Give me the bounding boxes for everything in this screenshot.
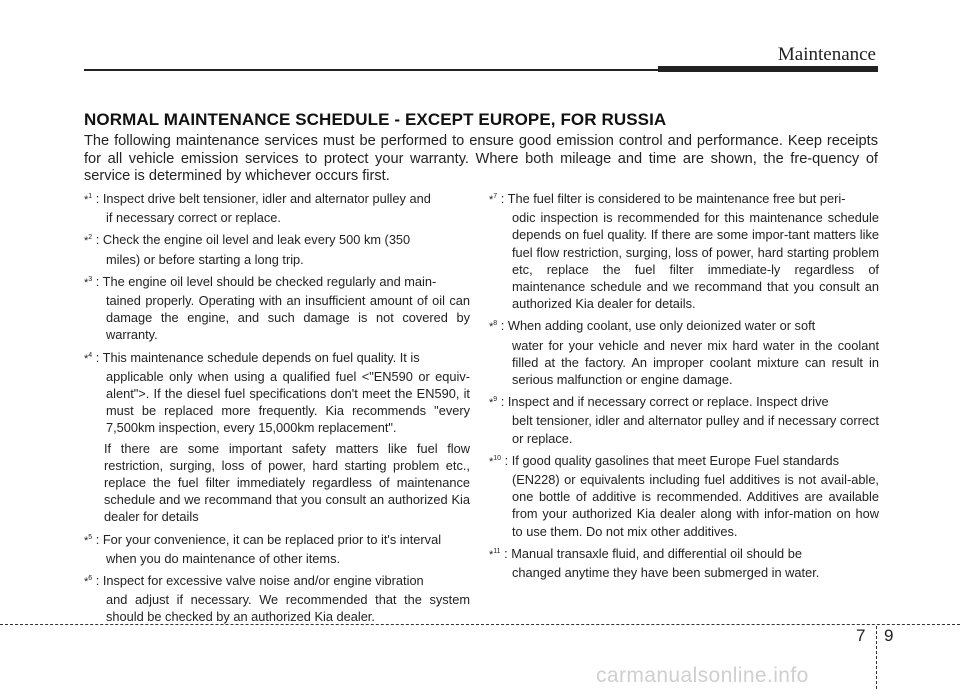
footnote-2 bbox=[84, 229, 470, 267]
footnote-text-rest: odic inspection is recommended for this maintenance schedule depends on fuel quality. If there are some impor-tant matters like fuel flow restriction, surging, loss of power, hard starting problem etc, replace the fuel filter immediate-ly regardless of maintenance schedule and we recommand that you consult an authorized Kia dealer for details. bbox=[512, 210, 879, 312]
footnote-marker: *$^8$ bbox=[489, 320, 498, 334]
footnote-3 bbox=[84, 271, 470, 344]
footnote-marker: *$^{11}$ bbox=[489, 547, 501, 561]
footnote-marker: *$^1$ bbox=[84, 193, 93, 206]
intro-paragraph: The following maintenance services must be performed to ensure good emission control and performance. Keep receipts for all vehicle emission services to protect your warranty. Where both mileage and time are shown, the fre-quency of service is determined by whichever occurs first. bbox=[84, 133, 878, 184]
footnote-marker: *$^7$ bbox=[489, 193, 498, 206]
footnote-marker: *$^9$ bbox=[489, 396, 498, 410]
section-title: Maintenance bbox=[777, 44, 876, 65]
footnote-text-rest: applicable only when using a qualified fuel <"EN590 or equiv-alent">. If the diesel fuel specifications don't meet the EN590, it must be replaced more frequently. Kia recommends "every 7,500km inspection, every 15,000km replacement". bbox=[106, 368, 470, 436]
header-rule bbox=[84, 69, 658, 71]
header-rule-thick bbox=[658, 66, 878, 72]
footnote-text-first: : When adding coolant, use only deionized water or soft bbox=[500, 318, 816, 334]
footnote-text-first: : The fuel filter is considered to be maintenance free but peri- bbox=[500, 191, 846, 206]
footnote-text-first: : Inspect drive belt tensioner, idler and alternator pulley and bbox=[95, 191, 431, 206]
footnote-text-first: : Inspect and if necessary correct or replace. Inspect drive bbox=[500, 394, 829, 410]
footnote-marker: *$^3$ bbox=[84, 275, 93, 289]
footnote-5 bbox=[84, 529, 470, 567]
page-number: 9 bbox=[884, 626, 894, 645]
footnote-text-rest: (EN228) or equivalents including fuel additives is not avail-able, one bottle of additive is recommended. Additives are available from your authorized Kia dealer along with infor-mation on how to use them. Do not mix other additives. bbox=[512, 472, 879, 539]
footnote-9 bbox=[489, 391, 879, 447]
footnote-text-rest: miles) or before starting a long trip. bbox=[106, 251, 304, 267]
chapter-number: 7 bbox=[856, 626, 866, 645]
footnote-8 bbox=[489, 315, 879, 388]
notes-left-column bbox=[84, 188, 470, 629]
footnote-text-rest: and adjust if necessary. We recommended that the system should be checked by an authorized Kia dealer. bbox=[106, 592, 470, 625]
footnote-10 bbox=[489, 450, 879, 540]
footnote-text-rest: when you do maintenance of other items. bbox=[106, 550, 341, 566]
footnote-marker: *$^5$ bbox=[84, 533, 93, 547]
footnote-text-rest: if necessary correct or replace. bbox=[106, 210, 281, 226]
watermark: carmanualsonline.info bbox=[596, 664, 809, 687]
footnote-text-first: : Check the engine oil level and leak every 500 km (350 bbox=[95, 232, 411, 248]
footnote-text-first: : This maintenance schedule depends on fuel quality. It is bbox=[95, 349, 420, 365]
footnote-6 bbox=[84, 570, 470, 626]
footnote-text-rest: water for your vehicle and never mix hard water in the coolant filled at the factory. An improper coolant mixture can result in serious malfunction or engine damage. bbox=[512, 337, 879, 388]
page-heading: NORMAL MAINTENANCE SCHEDULE - EXCEPT EUROPE, FOR RUSSIA bbox=[84, 110, 667, 129]
footnote-text-first: : If good quality gasolines that meet Europe Fuel standards bbox=[504, 452, 839, 468]
footnote-marker: *$^4$ bbox=[84, 351, 93, 365]
footnote-text-first: : The engine oil level should be checked regularly and main- bbox=[95, 273, 437, 289]
footnote-text-rest: tained properly. Operating with an insufficient amount of oil can damage the engine, and such damage is not covered by warranty. bbox=[106, 293, 470, 343]
footnote-text-rest: belt tensioner, idler and alternator pulley and if necessary correct or replace. bbox=[512, 413, 879, 446]
footnote-text-first: : Inspect for excessive valve noise and/or engine vibration bbox=[95, 573, 424, 589]
footnote-marker: *$^2$ bbox=[84, 234, 93, 248]
footnote-4 bbox=[84, 347, 470, 437]
footnote-text-first: : For your convenience, it can be replaced prior to it's interval bbox=[95, 531, 442, 547]
footnote-text-first: : Manual transaxle fluid, and differential oil should be bbox=[504, 545, 802, 561]
footnote-11 bbox=[489, 543, 879, 581]
footnote-text-rest: changed anytime they have been submerged in water. bbox=[512, 565, 820, 581]
footnote-1 bbox=[84, 188, 470, 226]
footnote-marker: *$^6$ bbox=[84, 575, 93, 589]
footnote-7 bbox=[489, 188, 879, 312]
footnote-extra-paragraph: If there are some important safety matters like fuel flow restriction, surging, loss of power, hard starting problem etc., replace the fuel filter immediately regardless of maintenance schedule and we recommand that you consult an authorized Kia dealer for details bbox=[104, 440, 470, 525]
footnote-marker: *$^{10}$ bbox=[489, 454, 502, 468]
footer-rule bbox=[0, 624, 960, 625]
footer-page-divider bbox=[876, 626, 877, 689]
notes-right-column bbox=[489, 188, 879, 584]
